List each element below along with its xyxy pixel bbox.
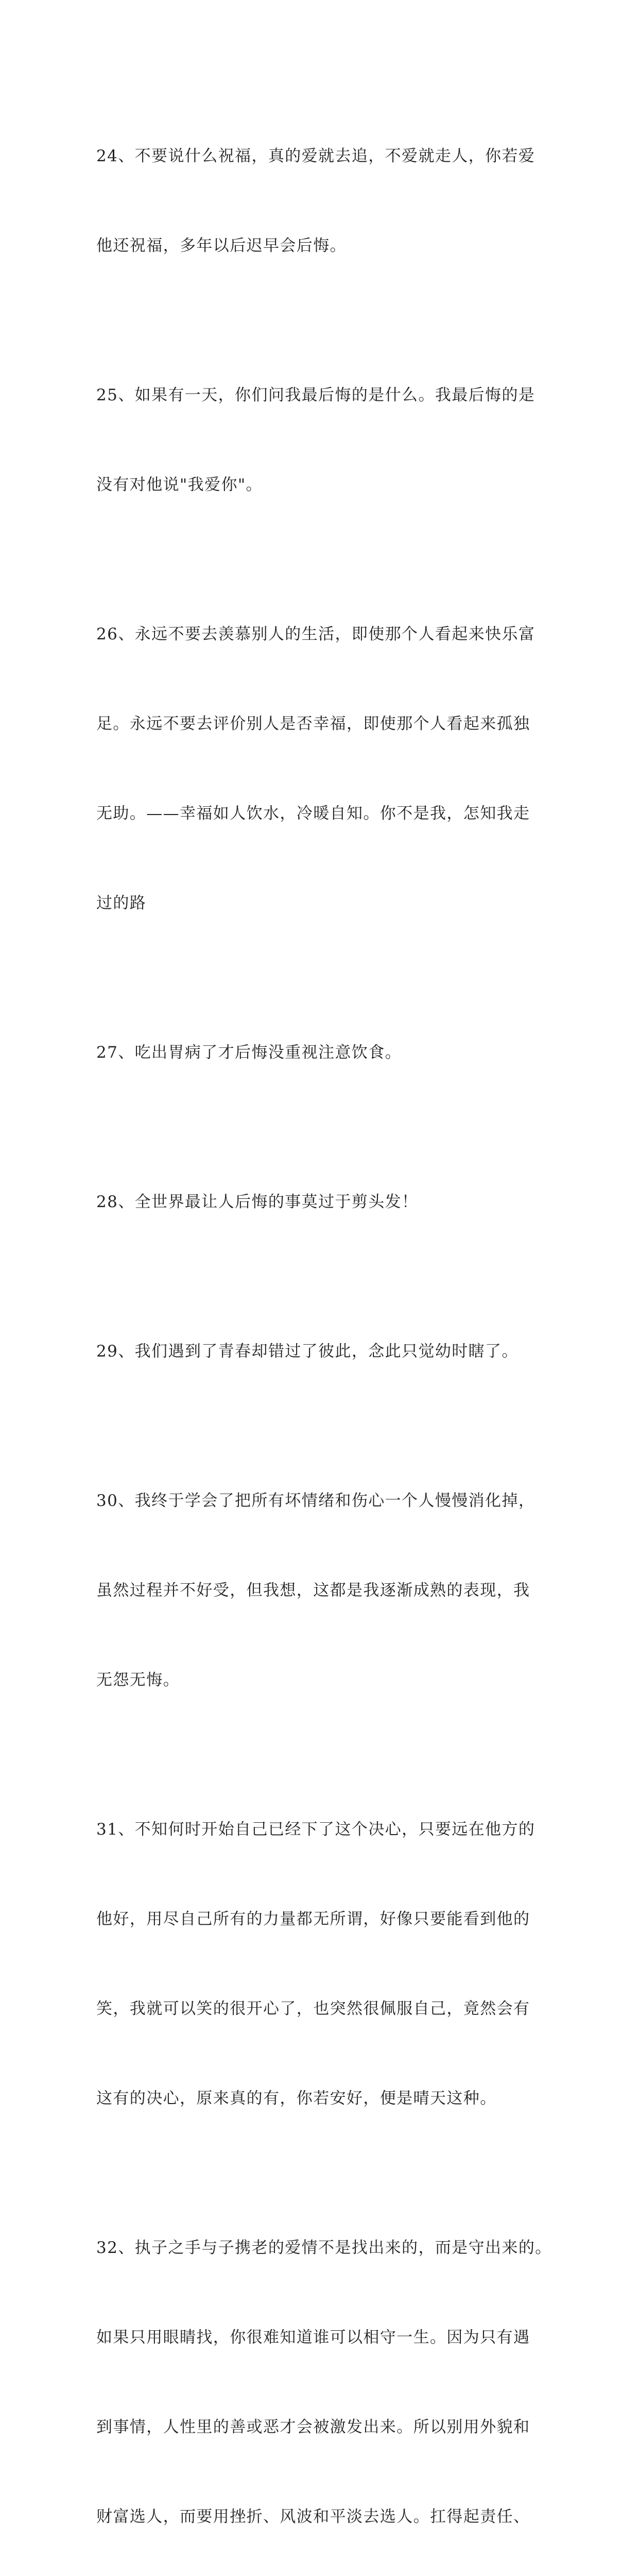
text-line: 26、永远不要去羡慕别人的生活，即使那个人看起来快乐富 [96, 625, 536, 643]
text-line: 笑，我就可以笑的很开心了，也突然很佩服自己，竟然会有 [96, 1999, 530, 2018]
paragraph-31 [96, 1755, 549, 2173]
text-line: 他还祝福，多年以后迟早会后悔。 [96, 236, 347, 255]
text-line: 25、如果有一天，你们问我最后悔的是什么。我最后悔的是 [96, 386, 536, 404]
text-line: 无助。——幸福如人饮水，冷暖自知。你不是我，怎知我走 [96, 804, 530, 823]
text-line: 虽然过程并不好受，但我想，这都是我逐渐成熟的表现，我 [96, 1581, 530, 1600]
text-line: 31、不知何时开始自己已经下了这个决心，只要远在他方的 [96, 1820, 536, 1839]
paragraph-32 [96, 2173, 552, 2576]
text-line: 30、我终于学会了把所有坏情绪和伤心一个人慢慢消化掉， [96, 1492, 536, 1510]
text-line: 无怨无悔。 [96, 1671, 180, 1689]
text-line: 24、不要说什么祝福，真的爱就去追，不爱就走人，你若爱 [96, 147, 536, 165]
text-line: 过的路 [96, 894, 147, 912]
paragraph-24 [96, 81, 549, 320]
paragraph-27 [96, 978, 549, 1127]
paragraph-29 [96, 1277, 549, 1426]
text-line: 足。永远不要去评价别人是否幸福，即使那个人看起来孤独 [96, 715, 530, 733]
paragraph-30 [96, 1426, 549, 1755]
text-line: 如果只用眼睛找，你很难知道谁可以相守一生。因为只有遇 [96, 2328, 530, 2347]
paragraph-25 [96, 320, 549, 560]
text-line: 他好，用尽自己所有的力量都无所谓，好像只要能看到他的 [96, 1910, 530, 1928]
paragraph-28 [96, 1127, 549, 1277]
text-line: 这有的决心，原来真的有，你若安好，便是晴天这种。 [96, 2089, 497, 2108]
text-line: 财富选人，而要用挫折、风波和平淡去选人。扛得起责任、 [96, 2507, 530, 2526]
text-line: 27、吃出胃病了才后悔没重视注意饮食。 [96, 1043, 402, 1062]
text-line: 29、我们遇到了青春却错过了彼此，念此只觉幼时瞎了。 [96, 1342, 519, 1361]
paragraph-26 [96, 560, 549, 978]
text-line: 没有对他说"我爱你"。 [96, 476, 263, 494]
document-body [96, 81, 552, 2576]
text-line: 32、执子之手与子携老的爱情不是找出来的，而是守出来的。 [96, 2239, 552, 2257]
text-line: 28、全世界最让人后悔的事莫过于剪头发！ [96, 1193, 419, 1211]
text-line: 到事情，人性里的善或恶才会被激发出来。所以别用外貌和 [96, 2418, 530, 2436]
